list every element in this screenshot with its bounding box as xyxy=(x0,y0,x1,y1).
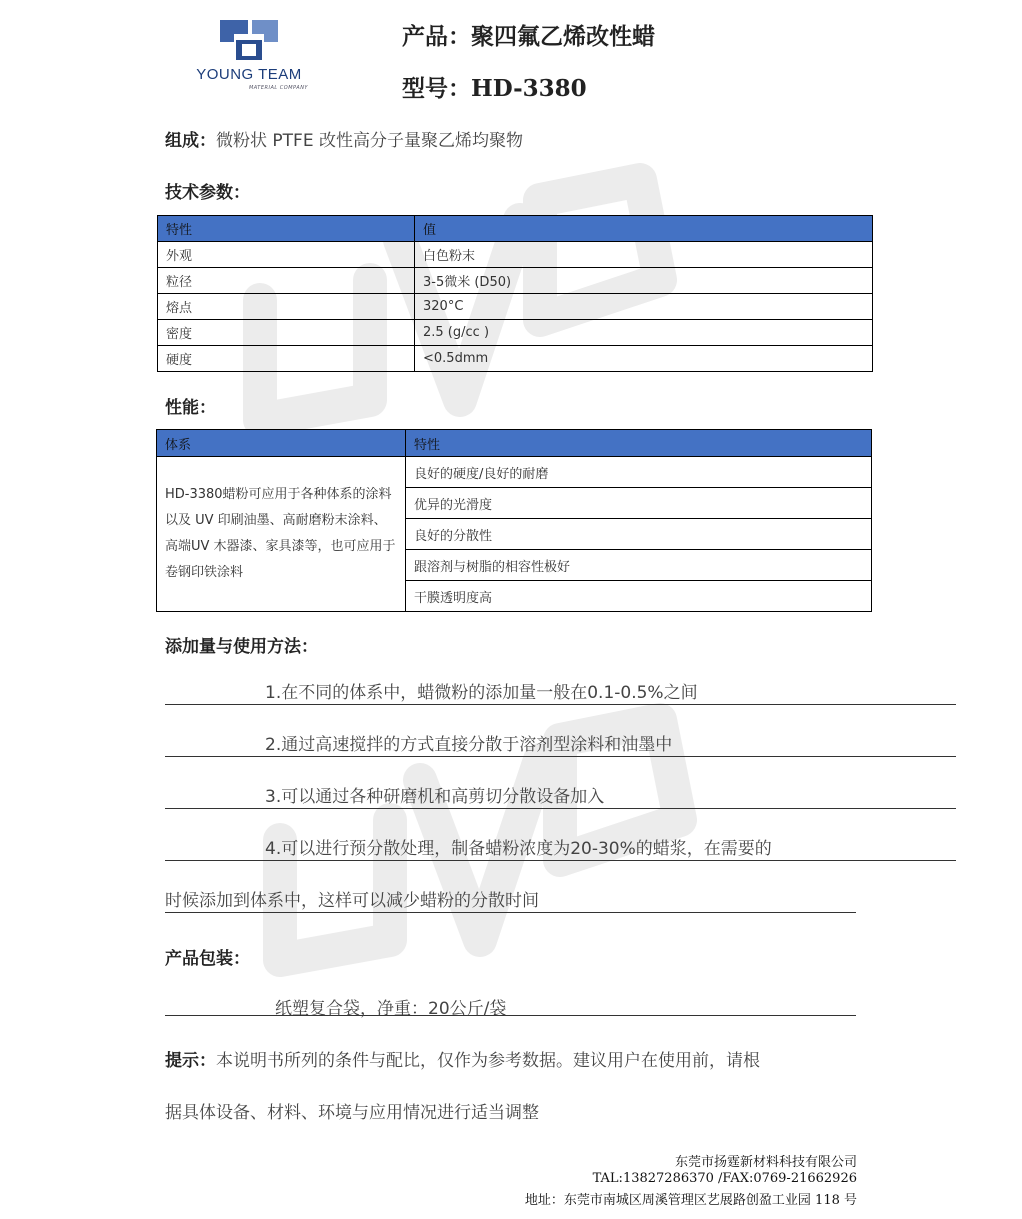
table-row xyxy=(158,320,873,346)
tech-header-cell: 值 xyxy=(415,216,873,242)
table-cell: 粒径 xyxy=(158,268,415,294)
usage-item: 4.可以进行预分散处理，制备蜡粉浓度为20-30%的蜡浆，在需要的 xyxy=(165,834,956,861)
company-logo xyxy=(190,16,308,96)
property-cell: 良好的分散性 xyxy=(406,519,872,550)
performance-table xyxy=(156,429,872,612)
table-cell: 2.5 (g/cc ) xyxy=(415,320,873,346)
performance-heading: 性能： xyxy=(165,398,216,418)
footer-company: 东莞市扬霆新材料科技有限公司 xyxy=(674,1155,857,1170)
table-cell: 密度 xyxy=(158,320,415,346)
tech-heading: 技术参数： xyxy=(165,183,250,203)
table-cell: 硬度 xyxy=(158,346,415,372)
table-row xyxy=(157,457,872,488)
perf-header-row xyxy=(157,430,872,457)
brand-name: YOUNG TEAM xyxy=(196,66,302,83)
composition-line xyxy=(165,126,523,151)
model-title: 型号：HD-3380 xyxy=(402,75,587,102)
brand-subtitle: MATERIAL COMPANY xyxy=(248,85,308,91)
perf-header-cell: 体系 xyxy=(157,430,406,457)
usage-item: 1.在不同的体系中，蜡微粉的添加量一般在0.1-0.5%之间 xyxy=(165,678,956,705)
composition-text: 微粉状 PTFE 改性高分子量聚乙烯均聚物 xyxy=(216,131,523,151)
tip-text-1: 本说明书所列的条件与配比，仅作为参考数据。建议用户在使用前，请根 xyxy=(216,1051,760,1071)
packaging-text: 纸塑复合袋，净重：20公斤/袋 xyxy=(165,994,856,1016)
tech-header-row xyxy=(158,216,873,242)
usage-heading: 添加量与使用方法： xyxy=(165,637,318,657)
table-cell: <0.5dmm xyxy=(415,346,873,372)
usage-item: 时候添加到体系中，这样可以减少蜡粉的分散时间 xyxy=(165,886,856,913)
packaging-heading: 产品包装： xyxy=(165,949,250,969)
property-cell: 良好的硬度/良好的耐磨 xyxy=(406,457,872,488)
property-cell: 干膜透明度高 xyxy=(406,581,872,612)
table-cell: 白色粉末 xyxy=(415,242,873,268)
property-cell: 跟溶剂与树脂的相容性极好 xyxy=(406,550,872,581)
table-row xyxy=(158,268,873,294)
product-title: 产品：聚四氟乙烯改性蜡 xyxy=(402,23,655,50)
usage-item: 2.通过高速搅拌的方式直接分散于溶剂型涂料和油墨中 xyxy=(165,730,956,757)
composition-label: 组成： xyxy=(165,131,216,151)
footer-contact: TAL:13827286370 /FAX:0769-21662926 xyxy=(592,1171,857,1186)
footer-address: 地址：东莞市南城区周溪管理区艺展路创盈工业园 118 号 xyxy=(524,1193,857,1208)
table-cell: 外观 xyxy=(158,242,415,268)
table-row xyxy=(158,242,873,268)
tip-line-1 xyxy=(165,1046,760,1071)
tech-header-cell: 特性 xyxy=(158,216,415,242)
tip-line-2: 据具体设备、材料、环境与应用情况进行适当调整 xyxy=(165,1103,539,1123)
perf-header-cell: 特性 xyxy=(406,430,872,457)
logo-mark-icon xyxy=(214,16,284,64)
table-row xyxy=(158,294,873,320)
usage-item: 3.可以通过各种研磨机和高剪切分散设备加入 xyxy=(165,782,956,809)
table-cell: 熔点 xyxy=(158,294,415,320)
table-row xyxy=(158,346,873,372)
tip-label: 提示： xyxy=(165,1051,216,1071)
table-cell: 3-5微米 (D50) xyxy=(415,268,873,294)
tech-table xyxy=(157,215,873,372)
table-cell: 320°C xyxy=(415,294,873,320)
system-cell: HD-3380蜡粉可应用于各种体系的涂料以及 UV 印刷油墨、高耐磨粉末涂料、高端UV 木器漆、家具漆等，也可应用于卷钢印铁涂料 xyxy=(157,457,406,612)
property-cell: 优异的光滑度 xyxy=(406,488,872,519)
